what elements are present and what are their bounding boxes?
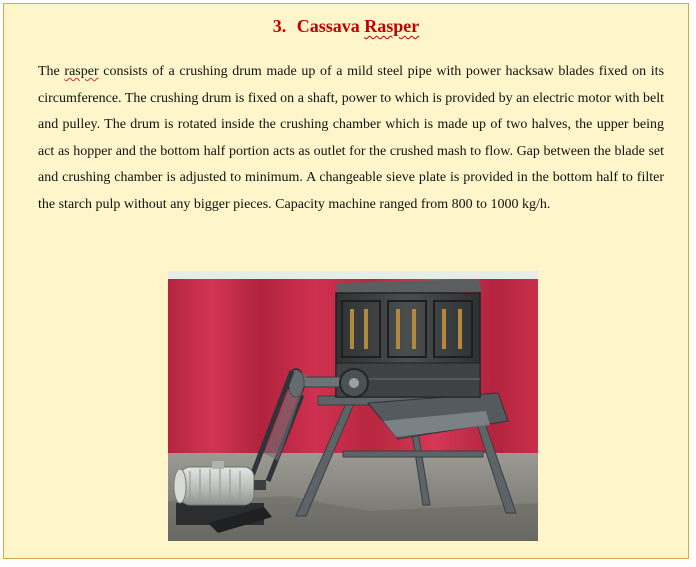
paragraph-lead: The: [38, 64, 60, 79]
paragraph-body: consists of a crushing drum made up of a mild steel pipe with power hacksaw blades fixed on its circumference. The crushing drum is fixed on a shaft, power to which is provided by an electric motor with belt and pulley. The drum is rotated inside the crushing chamber which is made up of two halves, the upper being act as hopper and the bottom half portion acts as outlet for the crushed mash to flow. Gap between the blade set and crushing chamber is adjusted to minimum. A changeable sieve plate is provided in the bottom half to filter the starch pulp without any bigger pieces. Capacity machine ranged from 800 to 1000 kg/h.: [38, 64, 665, 212]
heading-word-cassava: Cassava: [296, 16, 360, 36]
content-box: [3, 3, 689, 559]
heading-number: 3.: [272, 16, 287, 36]
section-heading: [4, 16, 688, 37]
paragraph-term-rasper: rasper: [64, 64, 99, 79]
rasper-photo: [168, 271, 538, 541]
description-paragraph: [38, 59, 664, 218]
heading-word-rasper: Rasper: [364, 16, 420, 36]
